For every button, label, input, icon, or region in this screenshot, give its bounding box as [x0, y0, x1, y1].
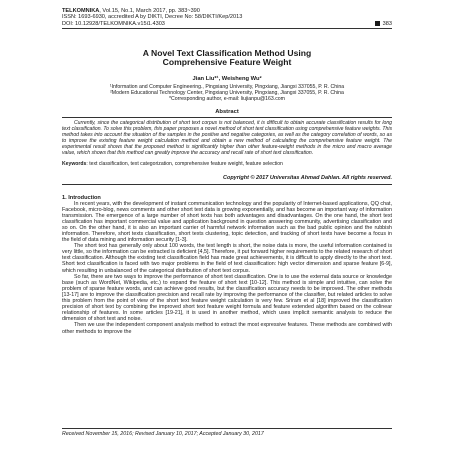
paragraph: In recent years, with the development of instant communication technology and the popularity of Internet-based applications, QQ chat, Facebook, micro-blog, news comments and other short text data is growing exponentially, and has become an important way of information transmission. The emergence of a large number of short texts has both advantages and disadvantages. On the one hand, the short text classification has important commercial value and application background in question answering community, advertising classification and so on. On the other hand, it is also an important carrier of harmful network information such as the bad public opinion and the rubbish information. Therefore, short texts classification, short texts clustering, topic detection, and tracking of short texts have become a focus in the field of data mining and information security [1-3]. — [62, 200, 392, 244]
journal-info — [62, 8, 242, 27]
paper-title — [62, 49, 392, 68]
journal-issn: ISSN: 1693-6930, accredited A by DIKTI, Decree No: 58/DIKTI/Kep/2013 — [62, 14, 243, 21]
keywords-label: Keywords — [62, 161, 87, 168]
page-number-text: 383 — [382, 20, 392, 27]
abstract-heading: Abstract — [215, 108, 239, 115]
received-dates: Received November 15, 2016; Revised January 10, 2017; Accepted January 30, 2017 — [62, 428, 392, 437]
paper-title-line-1: A Novel Text Classification Method Using — [142, 47, 312, 58]
square-bullet-icon — [375, 21, 380, 26]
keywords-text: : text classification, text categorization, comprehensive feature weight, feature selection — [86, 161, 283, 168]
affiliation-1: ¹Information and Computer Engineering., Pingxiang University, Pingxiang, Jiangxi 337055, P. R. China — [109, 83, 345, 90]
page-number — [375, 21, 392, 27]
paragraph: Then we use the independent component analysis method to extract the most expressive features. These methods are combined with other methods to improve the — [62, 322, 392, 335]
section-heading: 1. Introduction — [62, 194, 101, 201]
copyright: Copyright © 2017 Universitas Ahmad Dahlan. All rights reserved. — [222, 174, 392, 181]
paper-title-line-2: Comprehensive Feature Weight — [162, 57, 292, 68]
affiliation-2: ²Modern Educational Technology Center, Pingxiang University, Pingxiang, Jiangxi 337055, P. R. China — [110, 89, 344, 96]
header-rule — [62, 28, 392, 29]
journal-doi: DOI: 10.12928/TELKOMNIKA.v15i1.4303 — [62, 20, 165, 27]
abstract-box — [62, 117, 392, 185]
paper-page — [62, 8, 392, 335]
paragraph: The short text has generally only about 100 words, the text length is short, the noise data is more, the useful information contained is very little, so the information can be extracted is deficient [4,5]. Therefore, it put forward higher requirements to the related research of short text classification. Although the existing text classification field has made great achievements, it is difficult to apply directly to the short text. Short text classification is faced with two major problems in the field of text classification: high vector dimension and sparse feature [6-9], which resulting in unbalanced of the categorical distribution of short text corpus. — [62, 243, 392, 274]
authors: Jian Liu*¹, Weisheng Wu² — [192, 75, 262, 82]
journal-citation: , Vol.15, No.1, March 2017, pp. 383~390 — [99, 8, 200, 14]
abstract-text: Currently, since the categorical distribution of short text corpus is not balanced, it is difficult to obtain accurate classification results for long text classification. To solve this problem, this paper proposes a novel method of short text classification using comprehensive feature weights. This method takes into account the situation of the samples in the positive and negative categories, as well as the category correlation of words, so as to improve the existing feature weight calculation method and obtain a new method of calculating the comprehensive feature weight. The experimental result shows that the proposed method is significantly higher than other feature-weight methods in the micro and macro average value, which shows that this method can greatly improve the accuracy and recall rate of short text classification. — [62, 119, 392, 157]
journal-header — [62, 8, 392, 27]
paragraph: So far, there are two ways to improve the performance of short text classification. One is to use the external data source or knowledge base (such as WordNet, Wikipedia, etc.) to expand the feature of short text [10-12]. This method is simple and intuitive, can solve the problem of sparse feature words, and can achieve good results, but the classification accuracy needs to be improved. The other methods [13-17] are to improve the classification precision and recall rate by improving the performance of the classifier, but related articles to solve this problem from the point of view of the short text feature weight calculation is very few. Sriram et al [18] improved the classification precision of short text by combining the improved short text feature weight formula and feature extended algorithm based on the colinear relationship of features. In some articles [19-21], it is used in another method, which uses implicit semantic analysis to reduce the dimension of short text and noise. — [62, 273, 392, 323]
keywords — [62, 161, 392, 167]
journal-name: TELKOMNIKA — [62, 8, 100, 14]
affiliations — [62, 84, 392, 102]
corresponding-author: *Corresponding author, e-mail: liujianpu@163.com — [169, 95, 285, 102]
